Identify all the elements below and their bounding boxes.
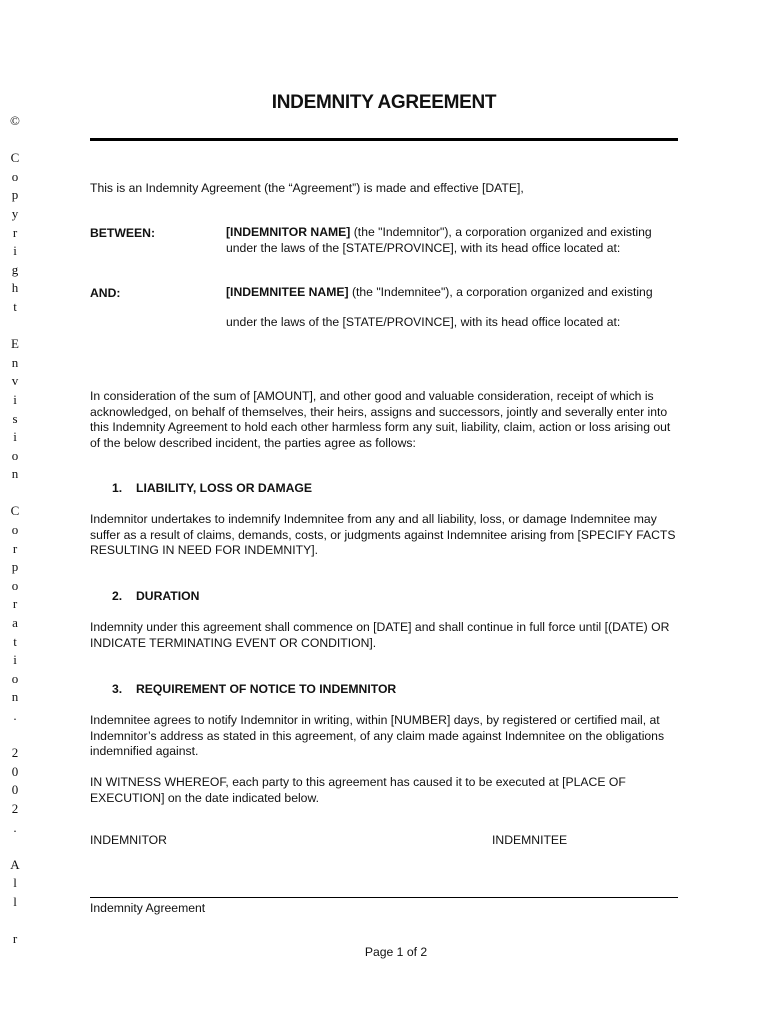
side-copyright-char: i: [13, 652, 17, 668]
side-copyright-char: a: [12, 615, 18, 631]
side-copyright-char: C: [10, 503, 20, 519]
section-3-title: REQUIREMENT OF NOTICE TO INDEMNITOR: [136, 682, 397, 696]
side-copyright-char: E: [11, 336, 19, 352]
side-copyright-char: 2: [11, 745, 19, 761]
side-copyright-char: o: [11, 522, 19, 538]
indemnitor-party-text: [226, 225, 681, 256]
side-copyright-char: [8, 912, 22, 931]
section-2-body: Indemnity under this agreement shall commence on [DATE] and shall continue in full force until [(DATE) OR INDICATE TERMINATING EVENT OR CONDITION].: [90, 620, 670, 650]
indemnitor-text-line2: under the laws of the [STATE/PROVINCE], with its head office located at:: [226, 240, 621, 255]
consideration-paragraph: In consideration of the sum of [AMOUNT], and other good and valuable consideration, receipt of which is acknowledged, on behalf of themselves, their heirs, assigns and successors, jointly and severally enter into this Indemnity Agreement to hold each other harmless form any suit, liability, claim, action or loss arising out of the below described incident, the parties agree as follows:: [90, 389, 671, 450]
side-copyright-char: l: [13, 893, 17, 909]
document-title: INDEMNITY AGREEMENT: [271, 92, 497, 113]
side-copyright-char: r: [12, 224, 18, 240]
side-copyright-char: o: [11, 670, 19, 686]
between-label: BETWEEN:: [90, 226, 155, 240]
indemnitee-party-line1: [226, 285, 681, 301]
and-label: AND:: [90, 286, 121, 300]
indemnitee-text-line2: under the laws of the [STATE/PROVINCE], with its head office located at:: [226, 315, 621, 329]
section-1-body: Indemnitor undertakes to indemnify Indemnitee from any and all liability, loss, or damage Indemnitee may suffer as a result of claims, demands, costs, or judgments against Indemnitee arising from [SPECIFY FACTS RESULTING IN NEED FOR INDEMNITY].: [90, 512, 676, 558]
footer-document-title: Indemnity Agreement: [90, 901, 206, 915]
side-copyright-char: t: [13, 633, 17, 649]
indemnitee-name: [INDEMNITEE NAME]: [226, 285, 349, 299]
side-copyright-char: n: [11, 689, 19, 705]
section-3-body: Indemnitee agrees to notify Indemnitor in writing, within [NUMBER] days, by registered or certified mail, at Indemnitor’s address as stated in this agreement, of any claim made against Indemnitee on the obligations indemnified against.: [90, 713, 665, 759]
side-copyright-char: 0: [11, 763, 19, 779]
side-copyright-char: p: [11, 559, 19, 575]
side-copyright-char: r: [12, 540, 18, 556]
side-copyright-char: y: [11, 205, 19, 221]
side-copyright-char: i: [13, 429, 17, 445]
indemnitor-text-line1: (the "Indemnitor"), a corporation organized and existing: [350, 225, 652, 239]
side-copyright-char: 2: [11, 800, 19, 816]
section-1-title: LIABILITY, LOSS OR DAMAGE: [136, 481, 313, 495]
title-divider: [90, 138, 678, 141]
side-copyright-char: o: [11, 447, 19, 463]
side-copyright-char: n: [11, 354, 19, 370]
side-copyright-char: [8, 131, 22, 150]
section-3-heading: [112, 682, 396, 696]
side-copyright-char: g: [11, 261, 19, 277]
side-copyright-char: A: [10, 856, 20, 872]
section-2-title: DURATION: [136, 589, 200, 603]
indemnitee-signature-label: INDEMNITEE: [492, 833, 568, 847]
side-copyright-char: t: [13, 298, 17, 314]
side-copyright-char: v: [11, 373, 19, 389]
side-copyright-char: .: [13, 819, 17, 835]
side-copyright-char: h: [11, 280, 19, 296]
side-copyright-char: p: [11, 187, 19, 203]
indemnitee-text-line1: (the "Indemnitee"), a corporation organized and existing: [348, 285, 653, 299]
side-copyright-char: o: [11, 168, 19, 184]
side-copyright-char: [8, 837, 22, 856]
section-1-heading: [112, 481, 312, 495]
side-copyright-char: o: [11, 577, 19, 593]
section-2-number: 2.: [112, 589, 123, 603]
side-copyright-char: 0: [11, 782, 19, 798]
side-copyright-char: i: [13, 391, 17, 407]
section-1-number: 1.: [112, 481, 123, 495]
indemnitor-name: [INDEMNITOR NAME]: [226, 225, 351, 239]
side-copyright-char: [8, 726, 22, 745]
side-copyright-char: n: [11, 466, 19, 482]
side-copyright-char: s: [12, 410, 18, 426]
intro-paragraph: This is an Indemnity Agreement (the “Agreement”) is made and effective [DATE],: [90, 181, 524, 195]
page-number: Page 1 of 2: [364, 945, 428, 959]
side-copyright-char: C: [10, 150, 20, 166]
side-copyright-char: .: [13, 708, 17, 723]
side-copyright-text: [8, 112, 22, 949]
side-copyright-char: i: [13, 243, 17, 259]
footer-divider: [90, 897, 678, 898]
side-copyright-char: l: [13, 875, 17, 891]
witness-paragraph: IN WITNESS WHEREOF, each party to this agreement has caused it to be executed at [PLACE OF EXECUTION] on the date indicated below.: [90, 775, 626, 805]
section-2-heading: [112, 589, 199, 603]
side-copyright-char: r: [12, 931, 18, 947]
indemnitor-signature-label: INDEMNITOR: [90, 833, 167, 847]
side-copyright-char: [8, 484, 22, 503]
section-3-number: 3.: [112, 682, 123, 696]
side-copyright-char: ©: [10, 113, 20, 128]
side-copyright-char: [8, 317, 22, 336]
side-copyright-char: r: [12, 596, 18, 612]
